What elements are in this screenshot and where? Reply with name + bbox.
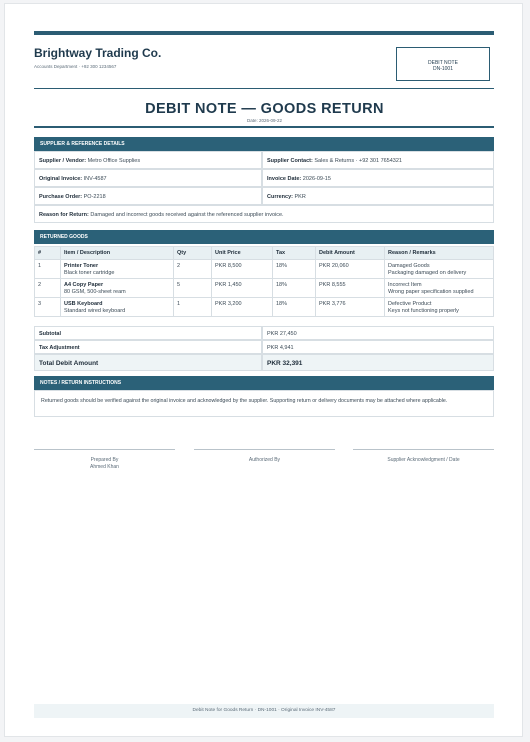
- item-cell: [61, 298, 174, 317]
- supplier-contact-cell: Supplier Contact: Sales & Returns · +92 301 7654321: [262, 151, 494, 169]
- tax-adjustment-label: Tax Adjustment: [34, 340, 262, 354]
- company-name: Brightway Trading Co.: [34, 46, 162, 60]
- authorized-by-label: Authorized By: [248, 457, 281, 463]
- header-accent-bar: [34, 31, 494, 35]
- table-row: [35, 298, 494, 317]
- item-description: Standard wired keyboard: [64, 308, 126, 315]
- debit-amount-cell: PKR 8,555: [316, 279, 385, 298]
- column-header: Reason / Remarks: [385, 247, 494, 260]
- item-name: USB Keyboard: [64, 301, 103, 307]
- qty-cell: 2: [174, 260, 212, 279]
- reason-cell: [385, 279, 494, 298]
- column-header: Item / Description: [61, 247, 174, 260]
- column-header: Tax: [273, 247, 316, 260]
- document-page: [4, 3, 523, 737]
- remark-text: Keys not functioning properly: [388, 308, 459, 315]
- column-header: #: [35, 247, 61, 260]
- returned-goods-table: [34, 246, 494, 317]
- reason-cell: [385, 260, 494, 279]
- row-number: 3: [35, 298, 61, 317]
- prepared-by-block: [34, 457, 175, 471]
- document-id-box: [396, 47, 490, 81]
- item-name: A4 Copy Paper: [64, 282, 104, 288]
- table-header-row: [35, 247, 494, 260]
- purchase-order-cell: Purchase Order: PO-2218: [34, 187, 262, 205]
- supplier-acknowledgment-label: Supplier Acknowledgment / Date: [387, 457, 460, 463]
- debit-amount-cell: PKR 20,060: [316, 260, 385, 279]
- debit-amount-cell: PKR 3,776: [316, 298, 385, 317]
- unit-price-cell: PKR 1,450: [212, 279, 273, 298]
- total-debit-value: PKR 32,391: [262, 354, 494, 371]
- tax-cell: 18%: [273, 279, 316, 298]
- document-date: Date: 2026-09-22: [246, 118, 283, 123]
- tax-cell: 18%: [273, 298, 316, 317]
- reason-text: Defective Product: [388, 301, 432, 307]
- qty-cell: 5: [174, 279, 212, 298]
- tax-cell: 18%: [273, 260, 316, 279]
- table-row: [35, 279, 494, 298]
- total-debit-label: Total Debit Amount: [34, 354, 262, 371]
- row-number: 2: [35, 279, 61, 298]
- signature-line-supplier: [353, 449, 494, 450]
- unit-price-cell: PKR 3,200: [212, 298, 273, 317]
- reason-text: Damaged Goods: [388, 263, 430, 269]
- qty-cell: 1: [174, 298, 212, 317]
- item-cell: [61, 279, 174, 298]
- reason-text: Incorrect Item: [388, 282, 422, 288]
- item-cell: [61, 260, 174, 279]
- subtotal-label: Subtotal: [34, 326, 262, 340]
- prepared-by-label: Prepared By: [90, 457, 119, 463]
- prepared-by-name: Ahmed Khan: [90, 464, 119, 470]
- original-invoice-cell: Original Invoice: INV-4587: [34, 169, 262, 187]
- title-divider: [34, 126, 494, 128]
- item-description: 80 GSM, 500-sheet ream: [64, 289, 126, 296]
- table-row: [35, 260, 494, 279]
- subtotal-value: PKR 27,450: [262, 326, 494, 340]
- page-footer: Debit Note for Goods Return · DN-1001 · Original Invoice INV-4587: [34, 704, 494, 718]
- item-name: Printer Toner: [64, 263, 99, 269]
- column-header: Qty: [174, 247, 212, 260]
- document-number: DN-1001: [432, 66, 453, 73]
- document-type-label: DEBIT NOTE: [428, 60, 458, 66]
- signature-line-authorized: [194, 449, 335, 450]
- unit-price-cell: PKR 8,500: [212, 260, 273, 279]
- currency-cell: Currency: PKR: [262, 187, 494, 205]
- column-header: Debit Amount: [316, 247, 385, 260]
- company-contact: Accounts Department · +92 300 1234567: [34, 64, 117, 69]
- supplier-vendor-cell: Supplier / Vendor: Metro Office Supplies: [34, 151, 262, 169]
- page-title: DEBIT NOTE — GOODS RETURN: [145, 101, 384, 117]
- notes-section-heading: NOTES / RETURN INSTRUCTIONS: [34, 376, 494, 390]
- invoice-date-cell: Invoice Date: 2026-09-15: [262, 169, 494, 187]
- return-reason-cell: Reason for Return: Damaged and incorrect goods received against the referenced supplier invoice.: [34, 205, 494, 223]
- row-number: 1: [35, 260, 61, 279]
- remark-text: Packaging damaged on delivery: [388, 270, 467, 277]
- header-divider: [34, 88, 494, 89]
- column-header: Unit Price: [212, 247, 273, 260]
- notes-text: Returned goods should be verified against the original invoice and acknowledged by the supplier. Supporting return or delivery documents may be attached where applicable.: [34, 390, 494, 417]
- goods-section-heading: RETURNED GOODS: [34, 230, 494, 244]
- remark-text: Wrong paper specification supplied: [388, 289, 474, 296]
- reason-cell: [385, 298, 494, 317]
- signature-line-prepared: [34, 449, 175, 450]
- item-description: Black toner cartridge: [64, 270, 115, 277]
- supplier-section-heading: SUPPLIER & REFERENCE DETAILS: [34, 137, 494, 151]
- tax-adjustment-value: PKR 4,941: [262, 340, 494, 354]
